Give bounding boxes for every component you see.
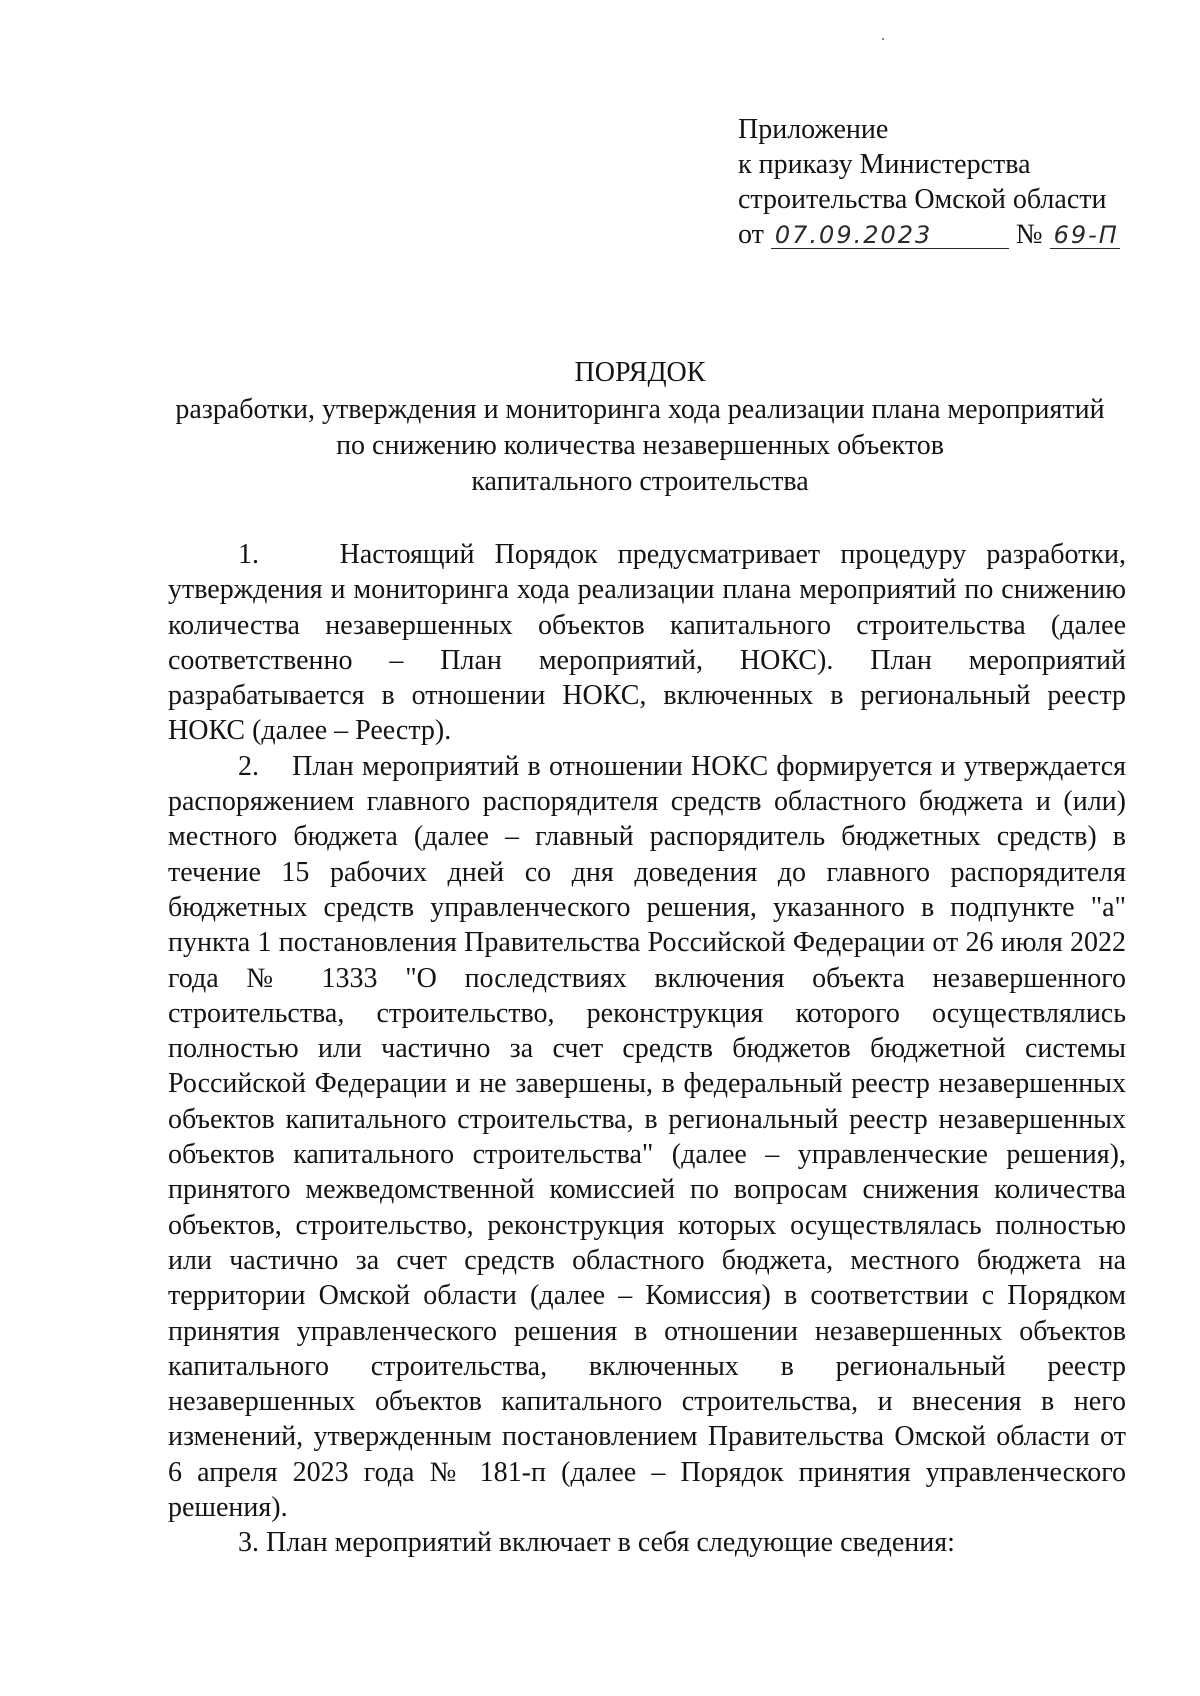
document-subtitle-line-1: разработки, утверждения и мониторинга хода реализации плана мероприятий: [175, 394, 1105, 425]
paragraph-3: 3. План мероприятий включает в себя следующие сведения:: [238, 1527, 955, 1559]
handwritten-date: 07.09.2023: [771, 222, 1009, 249]
number-prefix: №: [1015, 219, 1043, 250]
paragraph-2: 2. План мероприятий в отношении НОКС формируется и утверждается распоряжением главного распорядителя средств областного бюджета и (или) местного бюджета (далее – главный распорядитель бюджетных средств) в течение 15 рабочих дней со дня доведения до главного распорядителя бюджетных средств управленческого решения, указанного в подпункте "а" пункта 1 постановления Правительства Российской Федерации от 26 июля 2022 года № 1333 "О последствиях включения объекта незавершенного строительства, строительство, реконструкция которого осуществлялись полностью или частично за счет средств бюджетов бюджетной системы Российской Федерации и не завершены, в федеральный реестр незавершенных объектов капитального строительства, в региональный реестр незавершенных объектов капитального строительства" (далее – управленческие решения), принятого межведомственной комиссией по вопросам снижения количества объектов, строительство, реконструкция которых осуществлялась полностью или частично за счет средств областного бюджета, местного бюджета на территории Омской области (далее – Комиссия) в соответствии с Порядком принятия управленческого решения в отношении незавершенных объектов капитального строительства, включенных в региональный реестр незавершенных объектов капитального строительства, и внесения в него изменений, утвержденным постановлением Правительства Омской области от 6 апреля 2023 года № 181-п (далее – Порядок принятия управленческого решения).: [168, 750, 1126, 1524]
document-subtitle-line-2: по снижению количества незавершенных объектов: [336, 430, 944, 461]
document-title-block: [160, 355, 1120, 500]
date-prefix: от: [738, 219, 764, 250]
attachment-date-line: [738, 217, 1120, 252]
document-body: [168, 537, 1126, 1561]
handwritten-number: 69-П: [1050, 222, 1120, 249]
scan-speck: [882, 38, 884, 40]
document-title: ПОРЯДОК: [574, 357, 706, 388]
attachment-header: [738, 112, 1120, 252]
attachment-line-3: строительства Омской области: [738, 184, 1107, 215]
attachment-line-2: к приказу Министерства: [738, 149, 1031, 180]
document-subtitle-line-3: капитального строительства: [471, 466, 809, 497]
paragraph-1: 1. Настоящий Порядок предусматривает процедуру разработки, утверждения и мониторинга хода реализации плана мероприятий по снижению количества незавершенных объектов капитального строительства (далее соответственно – План мероприятий, НОКС). План мероприятий разрабатывается в отношении НОКС, включенных в региональный реестр НОКС (далее – Реестр).: [168, 539, 1126, 747]
attachment-line-1: Приложение: [738, 114, 889, 145]
